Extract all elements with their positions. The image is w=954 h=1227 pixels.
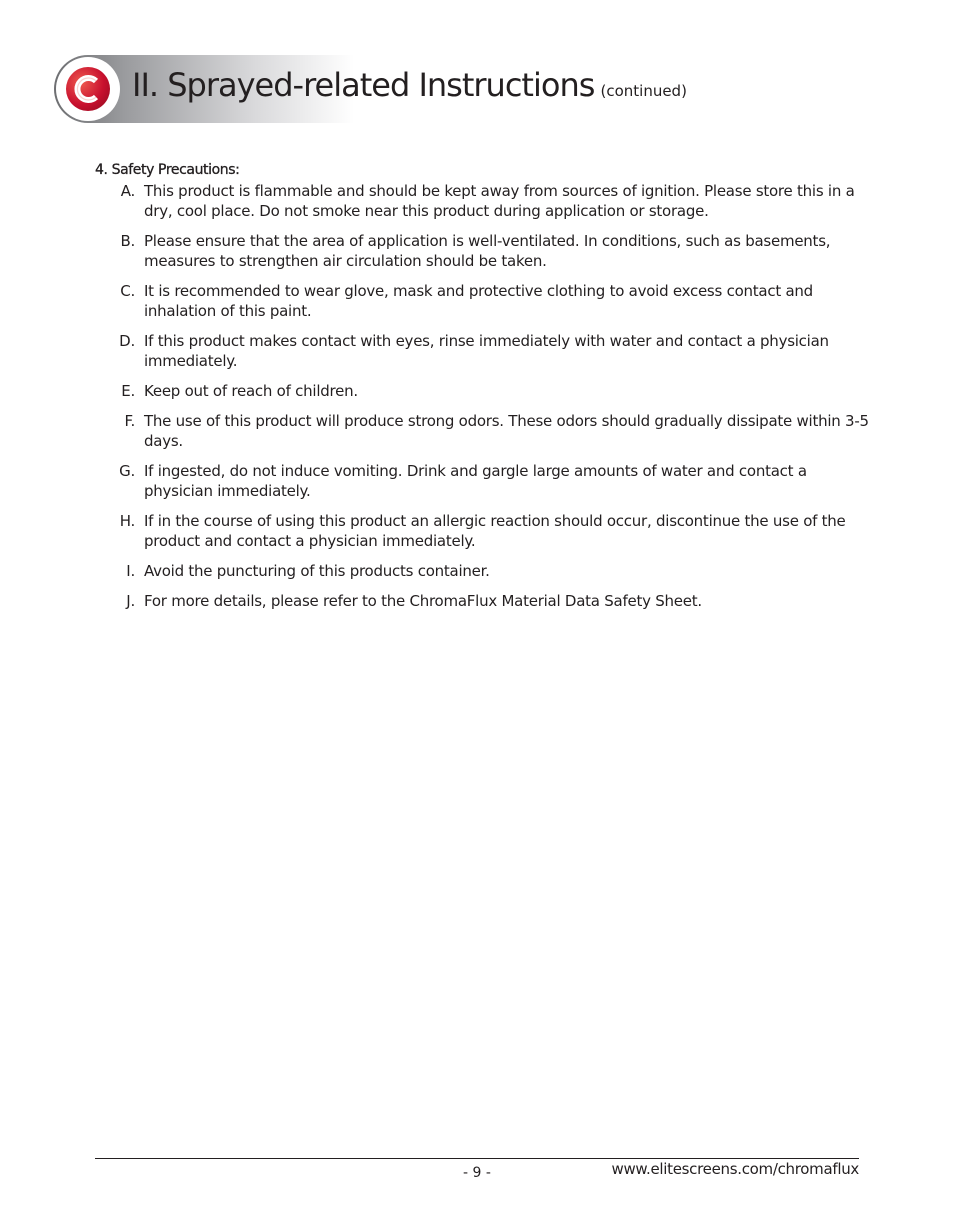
- chromaflux-c-logo-icon: [66, 67, 110, 111]
- page-number: - 9 -: [463, 1165, 491, 1181]
- list-item-letter: C.: [120, 282, 135, 300]
- list-item-text: Please ensure that the area of application is well-ventilated. In conditions, such as basements, measures to strengthen air circulation should be taken.: [144, 232, 831, 270]
- list-item: [100, 411, 870, 451]
- safety-precautions-list: [100, 181, 870, 621]
- list-item-text: This product is flammable and should be kept away from sources of ignition. Please store this in a dry, cool place. Do not smoke near this product during application or storage.: [144, 182, 855, 220]
- list-item-letter: E.: [121, 382, 135, 400]
- list-item-text: It is recommended to wear glove, mask and protective clothing to avoid excess contact and inhalation of this paint.: [144, 282, 813, 320]
- list-item-letter: I.: [126, 562, 135, 580]
- page-title: [132, 66, 687, 104]
- list-item: [100, 591, 870, 611]
- list-item-text: Avoid the puncturing of this products container.: [144, 562, 490, 580]
- website-url: www.elitescreens.com/chromaflux: [611, 1160, 859, 1178]
- list-item: [100, 281, 870, 321]
- page-title-main: II. Sprayed-related Instructions: [132, 66, 595, 104]
- footer-divider: [95, 1158, 859, 1159]
- list-item-text: Keep out of reach of children.: [144, 382, 358, 400]
- list-item-text: If this product makes contact with eyes, rinse immediately with water and contact a physician immediately.: [144, 332, 829, 370]
- list-item-letter: D.: [119, 332, 135, 350]
- list-item-text: If ingested, do not induce vomiting. Drink and gargle large amounts of water and contact a physician immediately.: [144, 462, 807, 500]
- list-item-letter: G.: [119, 462, 135, 480]
- list-item: [100, 561, 870, 581]
- list-item: [100, 511, 870, 551]
- list-item-letter: F.: [124, 412, 135, 430]
- list-item-text: The use of this product will produce strong odors. These odors should gradually dissipate within 3-5 days.: [144, 412, 869, 450]
- section-heading: 4. Safety Precautions:: [95, 162, 240, 178]
- list-item-text: For more details, please refer to the ChromaFlux Material Data Safety Sheet.: [144, 592, 702, 610]
- list-item: [100, 331, 870, 371]
- list-item-letter: H.: [119, 512, 135, 530]
- list-item: [100, 461, 870, 501]
- list-item: [100, 181, 870, 221]
- list-item-letter: A.: [120, 182, 135, 200]
- list-item-letter: B.: [120, 232, 135, 250]
- list-item-letter: J.: [126, 592, 135, 610]
- page-title-continued: (continued): [600, 82, 687, 100]
- list-item: [100, 231, 870, 271]
- list-item-text: If in the course of using this product an allergic reaction should occur, discontinue the use of the product and contact a physician immediately.: [144, 512, 846, 550]
- list-item: [100, 381, 870, 401]
